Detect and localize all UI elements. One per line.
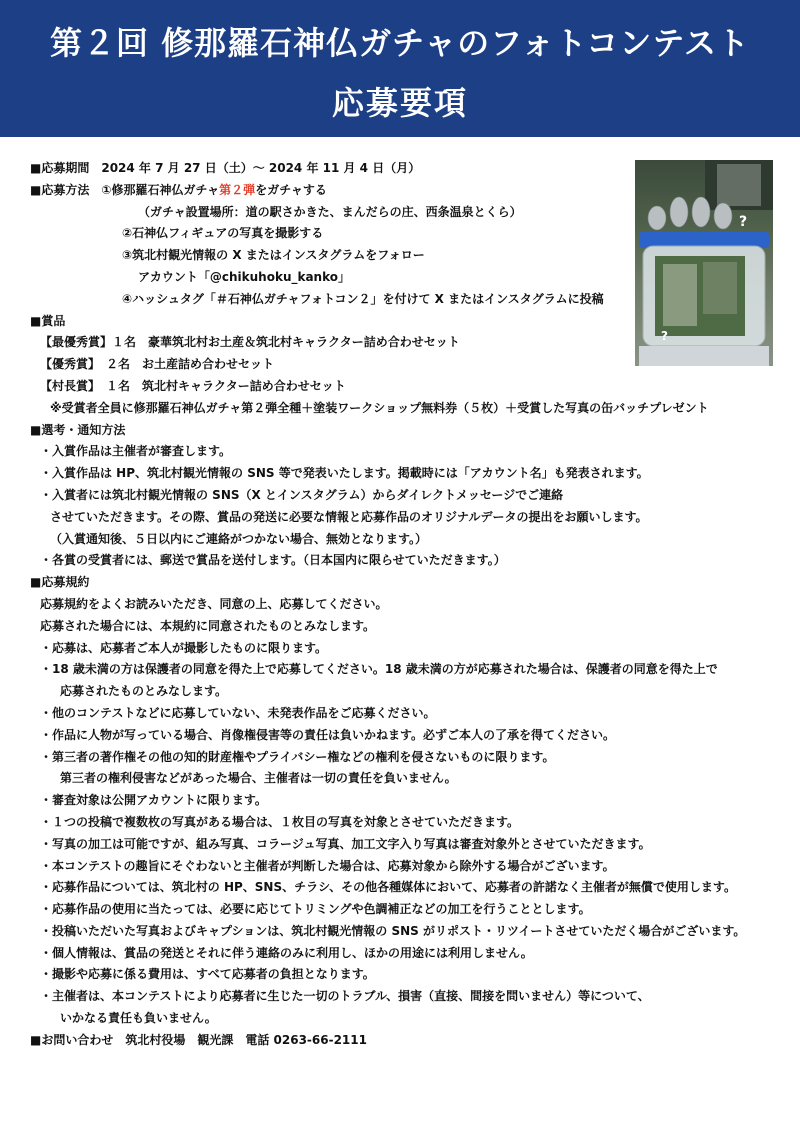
rules-item: ・本コンテストの趣旨にそぐわないと主催者が判断した場合は、応募対象から除外する場合がございます。 (40, 858, 615, 873)
rules-item: 第三者の権利侵害などがあった場合、主催者は一切の責任を負いません。 (60, 771, 457, 786)
prize-item: 【最優秀賞】１名 豪華筑北村お土産＆筑北村キャラクター詰め合わせセット (40, 335, 460, 350)
rules-item: ・１つの投稿で複数枚の写真がある場合は、１枚目の写真を対象とさせていただきます。 (40, 814, 520, 829)
rules-item: ・作品に人物が写っている場合、肖像権侵害等の責任は負いかねます。必ずご本人の了承を得てください。 (40, 727, 616, 742)
rules-list (30, 594, 800, 1030)
selection-item: ・各賞の受賞者には、郵送で賞品を送付します。（日本国内に限らせていただきます。） (40, 553, 506, 568)
guidelines-body (30, 158, 800, 1052)
rules-item: ・審査対象は公開アカウントに限ります。 (40, 793, 267, 808)
rules-item: ・他のコンテストなどに応募していない、未発表作品をご応募ください。 (40, 705, 436, 720)
selection-item: ・入賞作品は HP、筑北村観光情報の SNS 等で発表いたします。掲載時には「アカウント名」も発表されます。 (40, 466, 649, 481)
prize-item: 【村長賞】 １名 筑北村キャラクター詰め合わせセット (40, 378, 346, 393)
rules-item: ・撮影や応募に係る費用は、すべて応募者の負担となります。 (40, 967, 375, 982)
method-step2: ②石神仏フィギュアの写真を撮影する (122, 226, 324, 241)
rules-item: 応募された場合には、本規約に同意されたものとみなします。 (40, 618, 376, 633)
rules-item: ・18 歳未満の方は保護者の同意を得た上で応募してください。18 歳未満の方が応募された場合は、保護者の同意を得た上で (40, 662, 718, 677)
rules-item: ・応募作品については、筑北村の HP、SNS、チラシ、その他各種媒体において、応募者の許諾なく主催者が無償で使用します。 (40, 880, 736, 895)
rules-item: ・第三者の著作権その他の知的財産権やプライバシー権などの権利を侵さないものに限ります。 (40, 749, 555, 764)
svg-text:?: ? (661, 329, 668, 343)
selection-item: させていただきます。その際、賞品の発送に必要な情報と応募作品のオリジナルデータの提出をお願いします。 (50, 509, 648, 524)
svg-text:?: ? (739, 214, 748, 230)
highlight-text: 第２弾 (219, 182, 256, 197)
prize-note: ※受賞者全員に修那羅石神仏ガチャ第２弾全種＋塗装ワークショップ無料券（５枚）＋受賞した写真の缶バッチプレゼント (50, 400, 709, 415)
rules-item: ・応募は、応募者ご本人が撮影したものに限ります。 (40, 640, 328, 655)
method-line: ■応募方法 ①修那羅石神仏ガチャ第２弾をガチャする (30, 182, 327, 197)
prizes-heading: ■賞品 (30, 313, 66, 328)
rules-item: ・応募作品の使用に当たっては、必要に応じてトリミングや色調補正などの加工を行うこととします。 (40, 902, 591, 917)
selection-list (30, 441, 800, 572)
method-step3: ③筑北村観光情報の X またはインスタグラムをフォロー (122, 248, 425, 263)
prize-item: 【優秀賞】 ２名 お土産詰め合わせセット (40, 357, 275, 372)
page-title: 第２回 修那羅石神仏ガチャのフォトコンテスト (49, 24, 751, 62)
rules-item: ・写真の加工は可能ですが、組み写真、コラージュ写真、加工文字入り写真は審査対象外とさせていただきます。 (40, 836, 651, 851)
selection-item: （入賞通知後、５日以内にご連絡がつかない場合、無効となります。） (50, 531, 428, 546)
selection-item: ・入賞者には筑北村観光情報の SNS（X とインスタグラム）からダイレクトメッセージでご連絡 (40, 487, 564, 502)
page-subtitle: 応募要項 (331, 84, 468, 122)
rules-item: いかなる責任も負いません。 (60, 1011, 217, 1026)
rules-item: ・個人情報は、賞品の発送とそれに伴う連絡のみに利用し、ほかの用途には利用しません。 (40, 945, 533, 960)
rules-heading: ■応募規約 (30, 575, 90, 590)
page-header (0, 0, 800, 137)
rules-item: ・投稿いただいた写真およびキャプションは、筑北村観光情報の SNS がリポスト・リツイートさせていただく場合がございます。 (40, 923, 746, 938)
period-line: ■応募期間 2024 年 7 月 27 日（土）～ 2024 年 11 月 4 日（月） (30, 161, 421, 175)
method-account: アカウント「@chikuhoku_kanko」 (138, 269, 351, 284)
rules-item: 応募されたものとみなします。 (60, 684, 228, 699)
method-step4: ④ハッシュタグ「＃石神仏ガチャフォトコン２」を付けて X またはインスタグラムに投稿 (122, 291, 604, 306)
rules-item: ・主催者は、本コンテストにより応募者に生じた一切のトラブル、損害（直接、間接を問いません）等について、 (40, 989, 650, 1004)
selection-heading: ■選考・通知方法 (30, 422, 126, 437)
selection-item: ・入賞作品は主催者が審査します。 (40, 444, 232, 459)
method-note: （ガチャ設置場所：道の駅さかきた、まんだらの庄、西条温泉とくら） (138, 204, 522, 219)
rules-item: 応募規約をよくお読みいただき、同意の上、応募してください。 (40, 596, 388, 611)
contact-line: ■お問い合わせ 筑北村役場 観光課 電話 0263-66-2111 (30, 1032, 367, 1047)
